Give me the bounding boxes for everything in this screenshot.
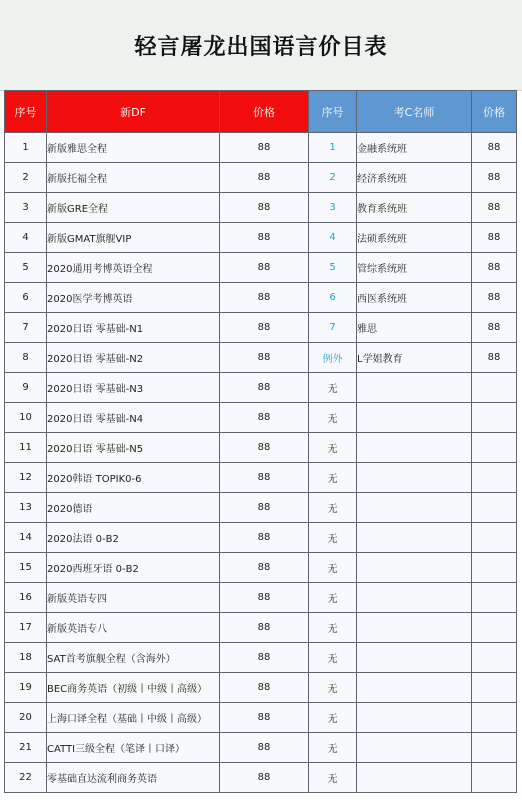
course-price-right	[472, 763, 517, 793]
course-price-left: 88	[220, 343, 309, 373]
row-index-right: 7	[309, 313, 357, 343]
row-index-left: 16	[5, 583, 47, 613]
course-price-left: 88	[220, 703, 309, 733]
course-name-left: 新版雅思全程	[47, 133, 220, 163]
row-index-left: 5	[5, 253, 47, 283]
course-name-right	[357, 373, 472, 403]
course-name-left: CATTI三级全程（笔译丨口译）	[47, 733, 220, 763]
course-price-left: 88	[220, 433, 309, 463]
header-row	[5, 91, 517, 133]
row-index-left: 2	[5, 163, 47, 193]
course-price-left: 88	[220, 523, 309, 553]
row-index-left: 1	[5, 133, 47, 163]
row-index-left: 17	[5, 613, 47, 643]
row-index-right: 无	[309, 763, 357, 793]
course-name-left: 零基础直达流利商务英语	[47, 763, 220, 793]
course-price-left: 88	[220, 313, 309, 343]
header-left-price: 价格	[220, 91, 309, 133]
course-name-left: 2020日语 零基础-N5	[47, 433, 220, 463]
table-row	[5, 613, 517, 643]
row-index-right: 无	[309, 403, 357, 433]
table-row	[5, 463, 517, 493]
course-price-right	[472, 673, 517, 703]
table-row	[5, 583, 517, 613]
course-name-left: SAT首考旗舰全程（含海外）	[47, 643, 220, 673]
table-row	[5, 193, 517, 223]
course-name-right	[357, 433, 472, 463]
course-name-left: 2020日语 零基础-N1	[47, 313, 220, 343]
row-index-right: 无	[309, 703, 357, 733]
course-price-left: 88	[220, 373, 309, 403]
course-name-right	[357, 613, 472, 643]
course-price-left: 88	[220, 643, 309, 673]
page-title: 轻言屠龙出国语言价目表	[134, 34, 388, 60]
course-name-right: 法硕系统班	[357, 223, 472, 253]
course-price-left: 88	[220, 283, 309, 313]
row-index-left: 20	[5, 703, 47, 733]
course-name-right: L学姐教育	[357, 343, 472, 373]
table-row	[5, 643, 517, 673]
course-price-right	[472, 433, 517, 463]
course-name-left: 新版GMAT旗舰VIP	[47, 223, 220, 253]
table-row	[5, 133, 517, 163]
row-index-left: 8	[5, 343, 47, 373]
course-name-left: 2020通用考博英语全程	[47, 253, 220, 283]
row-index-right: 无	[309, 433, 357, 463]
course-price-left: 88	[220, 553, 309, 583]
table-row	[5, 763, 517, 793]
row-index-left: 7	[5, 313, 47, 343]
course-name-right	[357, 403, 472, 433]
course-name-left: 上海口译全程（基础丨中级丨高级）	[47, 703, 220, 733]
course-price-right: 88	[472, 313, 517, 343]
course-price-right	[472, 403, 517, 433]
course-price-left: 88	[220, 733, 309, 763]
row-index-right: 无	[309, 373, 357, 403]
course-price-left: 88	[220, 583, 309, 613]
table-row	[5, 253, 517, 283]
table-row	[5, 553, 517, 583]
course-price-left: 88	[220, 493, 309, 523]
course-price-right: 88	[472, 223, 517, 253]
course-name-left: 2020医学考博英语	[47, 283, 220, 313]
course-price-right	[472, 583, 517, 613]
course-name-right: 西医系统班	[357, 283, 472, 313]
row-index-left: 19	[5, 673, 47, 703]
course-price-right: 88	[472, 283, 517, 313]
table-row	[5, 673, 517, 703]
course-price-left: 88	[220, 133, 309, 163]
row-index-right: 无	[309, 463, 357, 493]
row-index-left: 4	[5, 223, 47, 253]
row-index-left: 6	[5, 283, 47, 313]
course-name-right	[357, 463, 472, 493]
course-name-left: 2020德语	[47, 493, 220, 523]
course-name-right	[357, 553, 472, 583]
course-price-right	[472, 703, 517, 733]
row-index-left: 13	[5, 493, 47, 523]
row-index-right: 1	[309, 133, 357, 163]
course-price-left: 88	[220, 253, 309, 283]
course-name-left: 新版托福全程	[47, 163, 220, 193]
course-price-right	[472, 733, 517, 763]
row-index-right: 无	[309, 583, 357, 613]
course-price-left: 88	[220, 613, 309, 643]
course-price-right: 88	[472, 133, 517, 163]
header-left-index: 序号	[5, 91, 47, 133]
table-row	[5, 523, 517, 553]
row-index-left: 12	[5, 463, 47, 493]
course-name-left: 2020法语 0-B2	[47, 523, 220, 553]
table-row	[5, 313, 517, 343]
course-name-left: 2020西班牙语 0-B2	[47, 553, 220, 583]
course-price-left: 88	[220, 763, 309, 793]
course-name-right: 教育系统班	[357, 193, 472, 223]
course-price-left: 88	[220, 163, 309, 193]
row-index-right: 无	[309, 493, 357, 523]
course-name-left: 新版英语专四	[47, 583, 220, 613]
row-index-right: 无	[309, 613, 357, 643]
table-row	[5, 733, 517, 763]
course-name-right: 雅思	[357, 313, 472, 343]
table-row	[5, 373, 517, 403]
table-row	[5, 433, 517, 463]
row-index-left: 14	[5, 523, 47, 553]
course-price-right: 88	[472, 163, 517, 193]
row-index-right: 例外	[309, 343, 357, 373]
course-name-left: 2020韩语 TOPIK0-6	[47, 463, 220, 493]
course-name-left: 2020日语 零基础-N2	[47, 343, 220, 373]
table-row	[5, 163, 517, 193]
table-row	[5, 283, 517, 313]
price-table	[4, 90, 517, 793]
row-index-left: 21	[5, 733, 47, 763]
row-index-left: 15	[5, 553, 47, 583]
course-name-left: 新版英语专八	[47, 613, 220, 643]
row-index-right: 无	[309, 643, 357, 673]
table-row	[5, 493, 517, 523]
title-bar	[0, 0, 522, 91]
header-left-name: 新DF	[47, 91, 220, 133]
course-price-left: 88	[220, 403, 309, 433]
course-name-right	[357, 733, 472, 763]
row-index-right: 5	[309, 253, 357, 283]
header-right-index: 序号	[309, 91, 357, 133]
row-index-right: 无	[309, 523, 357, 553]
row-index-left: 18	[5, 643, 47, 673]
course-price-right: 88	[472, 193, 517, 223]
table-row	[5, 703, 517, 733]
row-index-left: 22	[5, 763, 47, 793]
course-price-right	[472, 493, 517, 523]
course-name-left: 2020日语 零基础-N4	[47, 403, 220, 433]
row-index-right: 无	[309, 673, 357, 703]
course-name-right	[357, 523, 472, 553]
table-body	[5, 133, 517, 793]
header-right-price: 价格	[472, 91, 517, 133]
row-index-left: 11	[5, 433, 47, 463]
course-price-right	[472, 643, 517, 673]
course-price-right	[472, 523, 517, 553]
course-name-left: BEC商务英语（初级丨中级丨高级）	[47, 673, 220, 703]
course-price-right: 88	[472, 253, 517, 283]
course-name-right: 金融系统班	[357, 133, 472, 163]
row-index-right: 无	[309, 553, 357, 583]
course-price-left: 88	[220, 223, 309, 253]
course-price-right	[472, 553, 517, 583]
course-price-left: 88	[220, 673, 309, 703]
course-name-right: 经济系统班	[357, 163, 472, 193]
course-price-right	[472, 373, 517, 403]
course-name-right: 管综系统班	[357, 253, 472, 283]
row-index-right: 3	[309, 193, 357, 223]
table-row	[5, 403, 517, 433]
course-name-left: 新版GRE全程	[47, 193, 220, 223]
course-name-right	[357, 703, 472, 733]
course-price-right	[472, 463, 517, 493]
header-right-name: 考C名师	[357, 91, 472, 133]
row-index-right: 无	[309, 733, 357, 763]
course-name-right	[357, 763, 472, 793]
course-price-right	[472, 613, 517, 643]
table-row	[5, 223, 517, 253]
course-price-left: 88	[220, 463, 309, 493]
course-price-right: 88	[472, 343, 517, 373]
course-name-right	[357, 643, 472, 673]
row-index-left: 3	[5, 193, 47, 223]
table-row	[5, 343, 517, 373]
course-price-left: 88	[220, 193, 309, 223]
course-name-right	[357, 673, 472, 703]
row-index-right: 6	[309, 283, 357, 313]
row-index-right: 2	[309, 163, 357, 193]
row-index-left: 9	[5, 373, 47, 403]
course-name-right	[357, 583, 472, 613]
row-index-left: 10	[5, 403, 47, 433]
course-name-left: 2020日语 零基础-N3	[47, 373, 220, 403]
row-index-right: 4	[309, 223, 357, 253]
course-name-right	[357, 493, 472, 523]
